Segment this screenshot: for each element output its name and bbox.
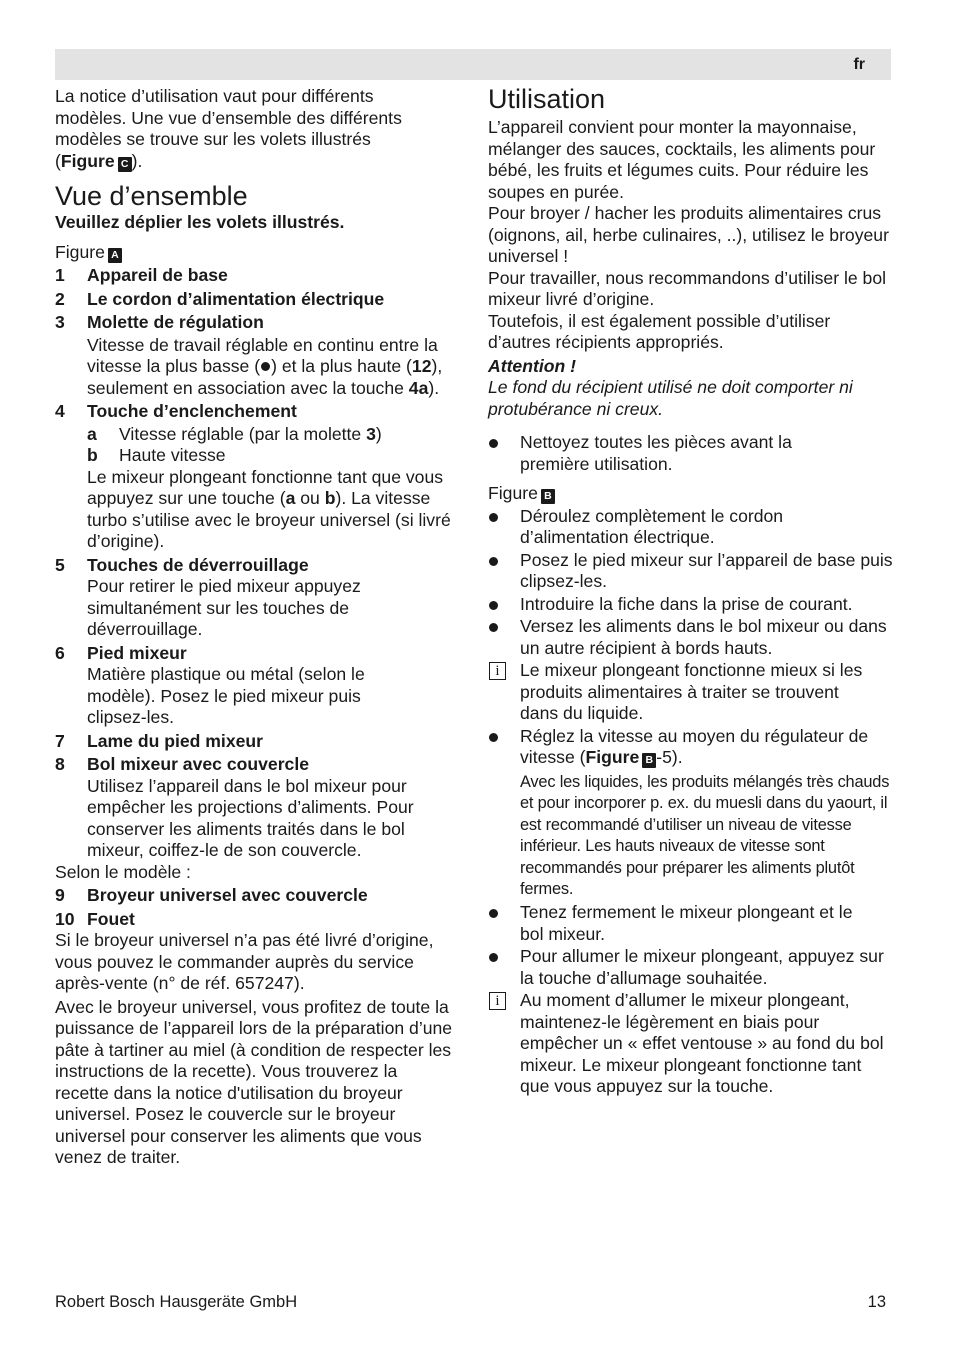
page-number: 13	[867, 1293, 886, 1311]
paragraph: Toutefois, il est également possible d’utiliser d’autres récipients appropriés.	[488, 310, 831, 352]
right-column	[488, 84, 893, 1098]
paragraph: Avec le broyeur universel, vous profitez de toute la puissance de l’appareil lors de la préparation d’une pâte à tartiner au miel (à condition de respecter les instructions de la recette). Vous trouverez la recette dans la notice d'utilisation du broyeur universel. Posez le couvercle sur le broyeur universel pour conserver les aliments que vous venez de traiter.	[55, 996, 453, 1167]
paragraph: L’appareil convient pour monter la mayonnaise, mélanger des sauces, cocktails, les aliments pour bébé, les fruits et légumes cuits. Pour réduire les soupes en purée.	[488, 117, 876, 202]
bullet-icon	[489, 601, 498, 610]
bullet-item: Tenez fermement le mixeur plongeant et le bol mixeur.	[488, 902, 860, 945]
section-subheading: Veuillez déplier les volets illustrés.	[55, 212, 345, 232]
item-description: Matière plastique ou métal (selon le modèle). Posez le pied mixeur puis clipsez-les.	[87, 664, 365, 727]
bullet-item: Pour allumer le mixeur plongeant, appuyez sur la touche d’allumage souhaitée.	[488, 946, 893, 989]
lowest-speed-dot-icon	[261, 362, 270, 371]
bullet-item: Nettoyez toutes les pièces avant la première utilisation.	[488, 432, 850, 475]
paragraph: Pour broyer / hacher les produits alimentaires crus (oignons, ail, herbe culinaires, ..), utilisez le broyeur universel !	[488, 203, 889, 266]
list-item: 7 Lame du pied mixeur	[55, 730, 263, 751]
company-name: Robert Bosch Hausgeräte GmbH	[55, 1293, 298, 1311]
bullet-icon	[489, 733, 498, 742]
list-item: 9 Broyeur universel avec couvercle	[55, 885, 368, 905]
figure-a-badge: A	[108, 248, 122, 263]
selon-modele: Selon le modèle :	[55, 861, 191, 882]
bullet-icon	[489, 513, 498, 522]
section-heading: Utilisation	[488, 84, 606, 114]
list-item: 1 Appareil de base	[55, 265, 228, 285]
info-icon: i	[489, 662, 506, 680]
list-item: 6 Pied mixeur Matière plastique ou métal (selon le modèle). Posez le pied mixeur puis clipsez-les.	[55, 643, 457, 729]
figure-a-label: Figure A	[55, 242, 457, 264]
list-item: 10 Fouet	[55, 908, 135, 929]
list-item: 3 Molette de régulation Vitesse de travail réglable en continu entre la vitesse la plus basse ( ) et la plus haute (12), seulement en association avec la touche 4a).	[55, 312, 457, 399]
section-heading: Vue d’ensemble	[55, 181, 248, 211]
figure-c-badge: C	[118, 157, 132, 172]
item-description: Pour retirer le pied mixeur appuyez simultanément sur les touches de déverrouillage.	[87, 576, 361, 639]
sub-item-b: b Haute vitesse	[87, 445, 226, 465]
header-bar	[55, 49, 891, 80]
list-item: 8 Bol mixeur avec couvercle Utilisez l’appareil dans le bol mixeur pour empêcher les projections d’aliments. Pour conserver les aliments traités dans le bol mixeur, coiffez-le de son couvercle.	[55, 754, 457, 862]
bullet-icon	[489, 623, 498, 632]
item-description: Le mixeur plongeant fonctionne tant que vous appuyez sur une touche (a ou b). La vitesse turbo s’utilise avec le broyeur universel (si livré d’origine).	[87, 466, 451, 551]
bullet-item: Réglez la vitesse au moyen du régulateur de vitesse (Figure B -5). Avec les liquides, les produits mélangés très chauds et pour incorporer p. ex. du muesli dans du yaourt, il est recommandé d’utiliser un niveau de vitesse inférieur. Les hauts niveaux de vitesse sont recommandés pour préparer les aliments plutôt fermes.	[488, 726, 893, 902]
bullet-item: Versez les aliments dans le bol mixeur ou dans un autre récipient à bords hauts.	[488, 616, 893, 659]
info-note: i Au moment d’allumer le mixeur plongeant, maintenez-le légèrement en biais pour empêcher un « effet ventouse » au fond du bol mixeur. Le mixeur plongeant fonctionne tant que vous appuyez sur la touche.	[488, 990, 893, 1098]
bullet-item: Déroulez complètement le cordon d’alimentation électrique.	[488, 506, 850, 549]
bullet-item: Posez le pied mixeur sur l’appareil de base puis clipsez-les.	[488, 550, 893, 593]
speed-note: Avec les liquides, les produits mélangés très chauds et pour incorporer p. ex. du muesli dans du yaourt, il est recommandé d’utiliser un niveau de vitesse inférieur. Les hauts niveaux de vitesse sont recommandés pour préparer les aliments plutôt fermes.	[520, 772, 890, 899]
figure-b-badge: B	[541, 489, 555, 504]
list-item: 2 Le cordon d’alimentation électrique	[55, 288, 385, 309]
item-description: Vitesse de travail réglable en continu entre la vitesse la plus basse ( ) et la plus haute (12), seulement en association avec la touche 4a).	[87, 334, 443, 398]
paragraph: Pour travailler, nous recommandons d’utiliser le bol mixeur livré d’origine.	[488, 267, 887, 309]
bullet-item: Introduire la fiche dans la prise de courant.	[488, 594, 893, 616]
figure-b-badge: B	[642, 753, 656, 768]
bullet-icon	[489, 557, 498, 566]
paragraph: Si le broyeur universel n’a pas été livré d’origine, vous pouvez le commander auprès du service après-vente (n° de réf. 657247).	[55, 930, 434, 993]
footer	[55, 1292, 886, 1314]
info-note: i Le mixeur plongeant fonctionne mieux si les produits alimentaires à traiter se trouvent dans du liquide.	[488, 660, 865, 725]
language-code: fr	[853, 56, 865, 73]
bullet-icon	[489, 953, 498, 962]
figure-b-label: Figure B	[488, 483, 893, 505]
sub-item-a: a Vitesse réglable (par la molette 3)	[87, 423, 382, 444]
bullet-icon	[489, 909, 498, 918]
item-description: Utilisez l’appareil dans le bol mixeur pour empêcher les projections d’aliments. Pour conserver les aliments traités dans le bol mixeur, coiffez-le de son couvercle.	[87, 775, 414, 860]
left-column	[55, 86, 457, 1169]
intro-paragraph: La notice d’utilisation vaut pour différents modèles. Une vue d’ensemble des différents modèles se trouve sur les volets illustrés (Figure C ).	[55, 86, 402, 171]
list-item: 5 Touches de déverrouillage Pour retirer le pied mixeur appuyez simultanément sur les touches de déverrouillage.	[55, 555, 457, 641]
info-icon: i	[489, 992, 506, 1010]
attention-title: Attention !	[488, 355, 576, 376]
list-item: 4 Touche d’enclenchement a Vitesse réglable (par la molette 3) b Haute vitesse Le mixeur plongeant fonctionne tant que vous appuyez sur une touche (a ou b). La vitesse turbo s’utilise avec le broyeur universel (si livré d’origine).	[55, 401, 457, 553]
bullet-icon	[489, 439, 498, 448]
attention-text: Le fond du récipient utilisé ne doit comporter ni protubérance ni creux.	[488, 377, 853, 419]
